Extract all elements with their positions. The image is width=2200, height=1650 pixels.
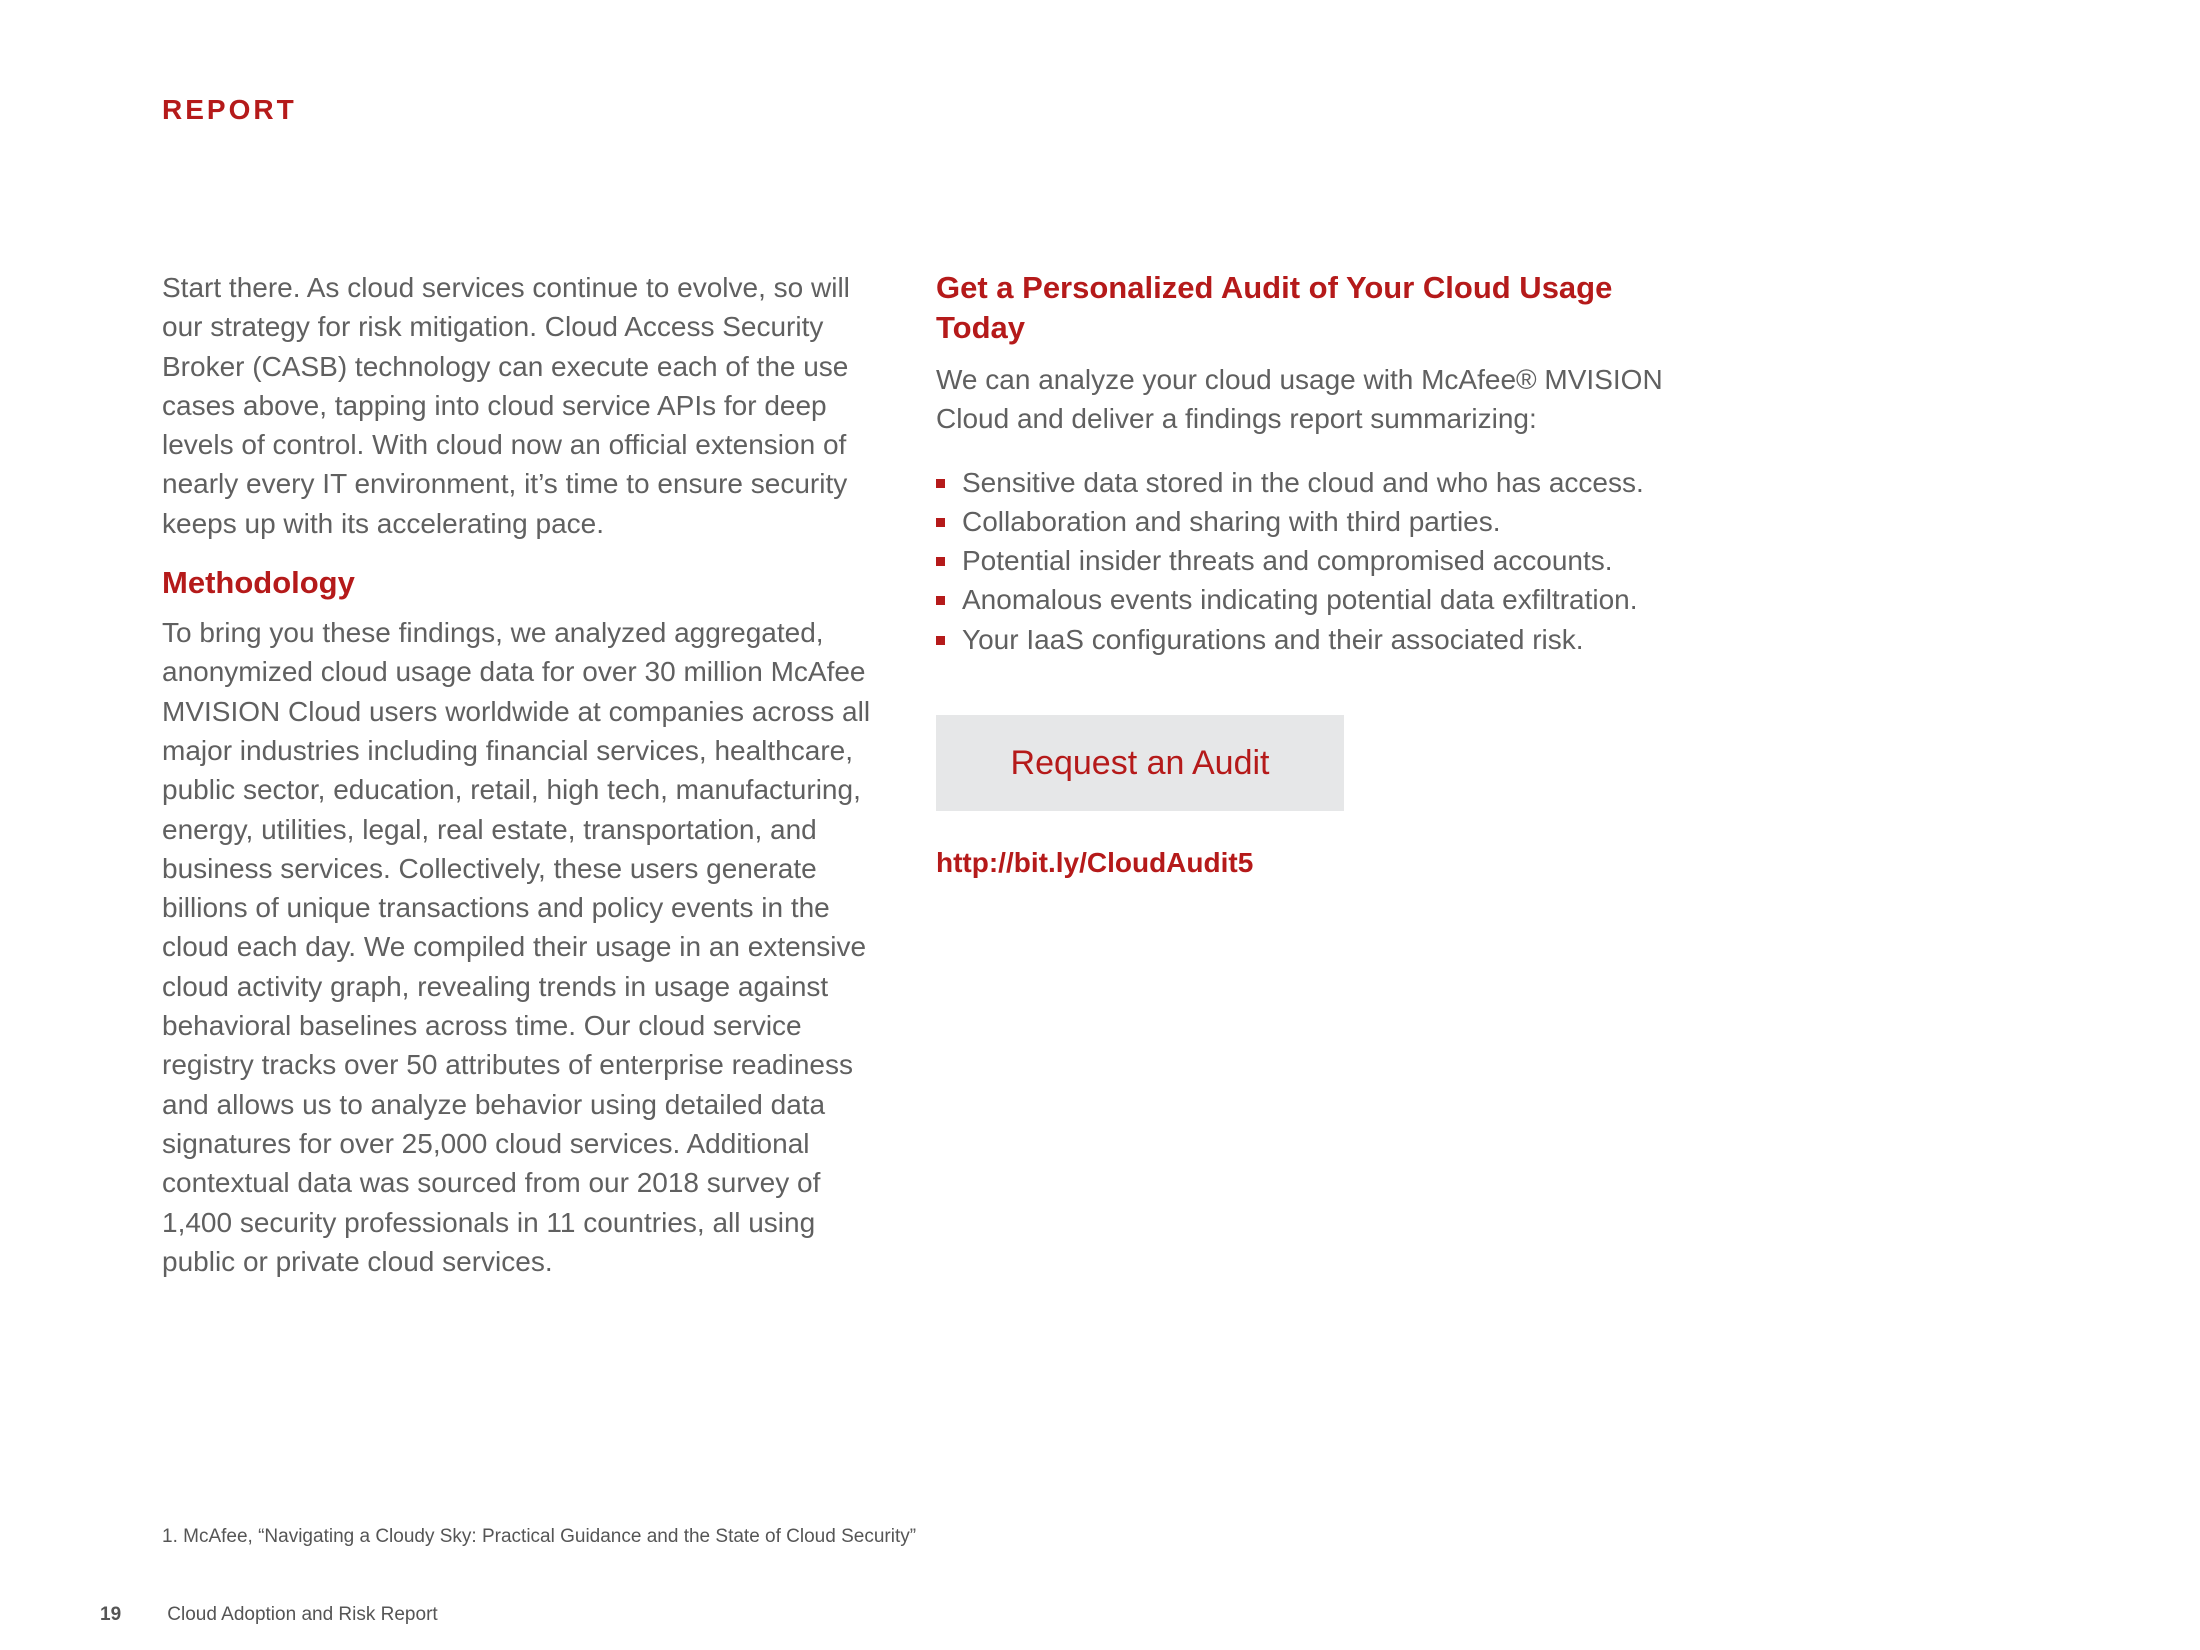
bullet-square-icon — [936, 636, 945, 645]
list-item-text: Potential insider threats and compromised accounts. — [962, 545, 1613, 577]
list-item-text: Sensitive data stored in the cloud and who has access. — [962, 466, 1644, 498]
audit-link[interactable]: http://bit.ly/CloudAudit5 — [936, 847, 1254, 879]
report-label: REPORT — [162, 94, 297, 125]
audit-heading: Get a Personalized Audit of Your Cloud Usage Today — [936, 270, 1613, 345]
document-title: Cloud Adoption and Risk Report — [167, 1604, 438, 1625]
list-item — [936, 541, 1676, 580]
methodology-heading: Methodology — [162, 565, 355, 601]
footnote: 1. McAfee, “Navigating a Cloudy Sky: Practical Guidance and the State of Cloud Security” — [162, 1526, 917, 1547]
right-column — [936, 268, 1676, 879]
page-footer — [100, 1604, 438, 1626]
list-item — [936, 620, 1676, 659]
request-audit-button[interactable]: Request an Audit — [936, 715, 1344, 811]
list-item-text: Your IaaS configurations and their associated risk. — [962, 623, 1584, 655]
bullet-square-icon — [936, 518, 945, 527]
bullet-square-icon — [936, 557, 945, 566]
intro-paragraph: Start there. As cloud services continue to evolve, so will our strategy for risk mitigation. Cloud Access Security Broker (CASB) technology can execute each of the use cases above, tapping into cloud service APIs for deep levels of control. With cloud now an official extension of nearly every IT environment, it’s time to ensure security keeps up with its accelerating pace. — [162, 272, 850, 539]
bullet-square-icon — [936, 479, 945, 488]
list-item — [936, 580, 1676, 619]
list-item-text: Anomalous events indicating potential data exfiltration. — [962, 584, 1638, 616]
list-item — [936, 463, 1676, 502]
methodology-paragraph: To bring you these findings, we analyzed aggregated, anonymized cloud usage data for over 30 million McAfee MVISION Cloud users worldwide at companies across all major industries including financial services, healthcare, public sector, education, retail, high tech, manufacturing, energy, utilities, legal, real estate, transportation, and business services. Collectively, these users generate billions of unique transactions and policy events in the cloud each day. We compiled their usage in an extensive cloud activity graph, revealing trends in usage against behavioral baselines across time. Our cloud service registry tracks over 50 attributes of enterprise readiness and allows us to analyze behavior using detailed data signatures for over 25,000 cloud services. Additional contextual data was sourced from our 2018 survey of 1,400 security professionals in 11 countries, all using public or private cloud services. — [162, 617, 871, 1277]
list-item — [936, 502, 1676, 541]
page-number: 19 — [100, 1604, 122, 1625]
audit-intro: We can analyze your cloud usage with McAfee® MVISION Cloud and deliver a findings report summarizing: — [936, 364, 1663, 435]
bullet-square-icon — [936, 596, 945, 605]
list-item-text: Collaboration and sharing with third parties. — [962, 505, 1501, 537]
left-column — [162, 268, 892, 1281]
findings-list — [936, 463, 1676, 659]
